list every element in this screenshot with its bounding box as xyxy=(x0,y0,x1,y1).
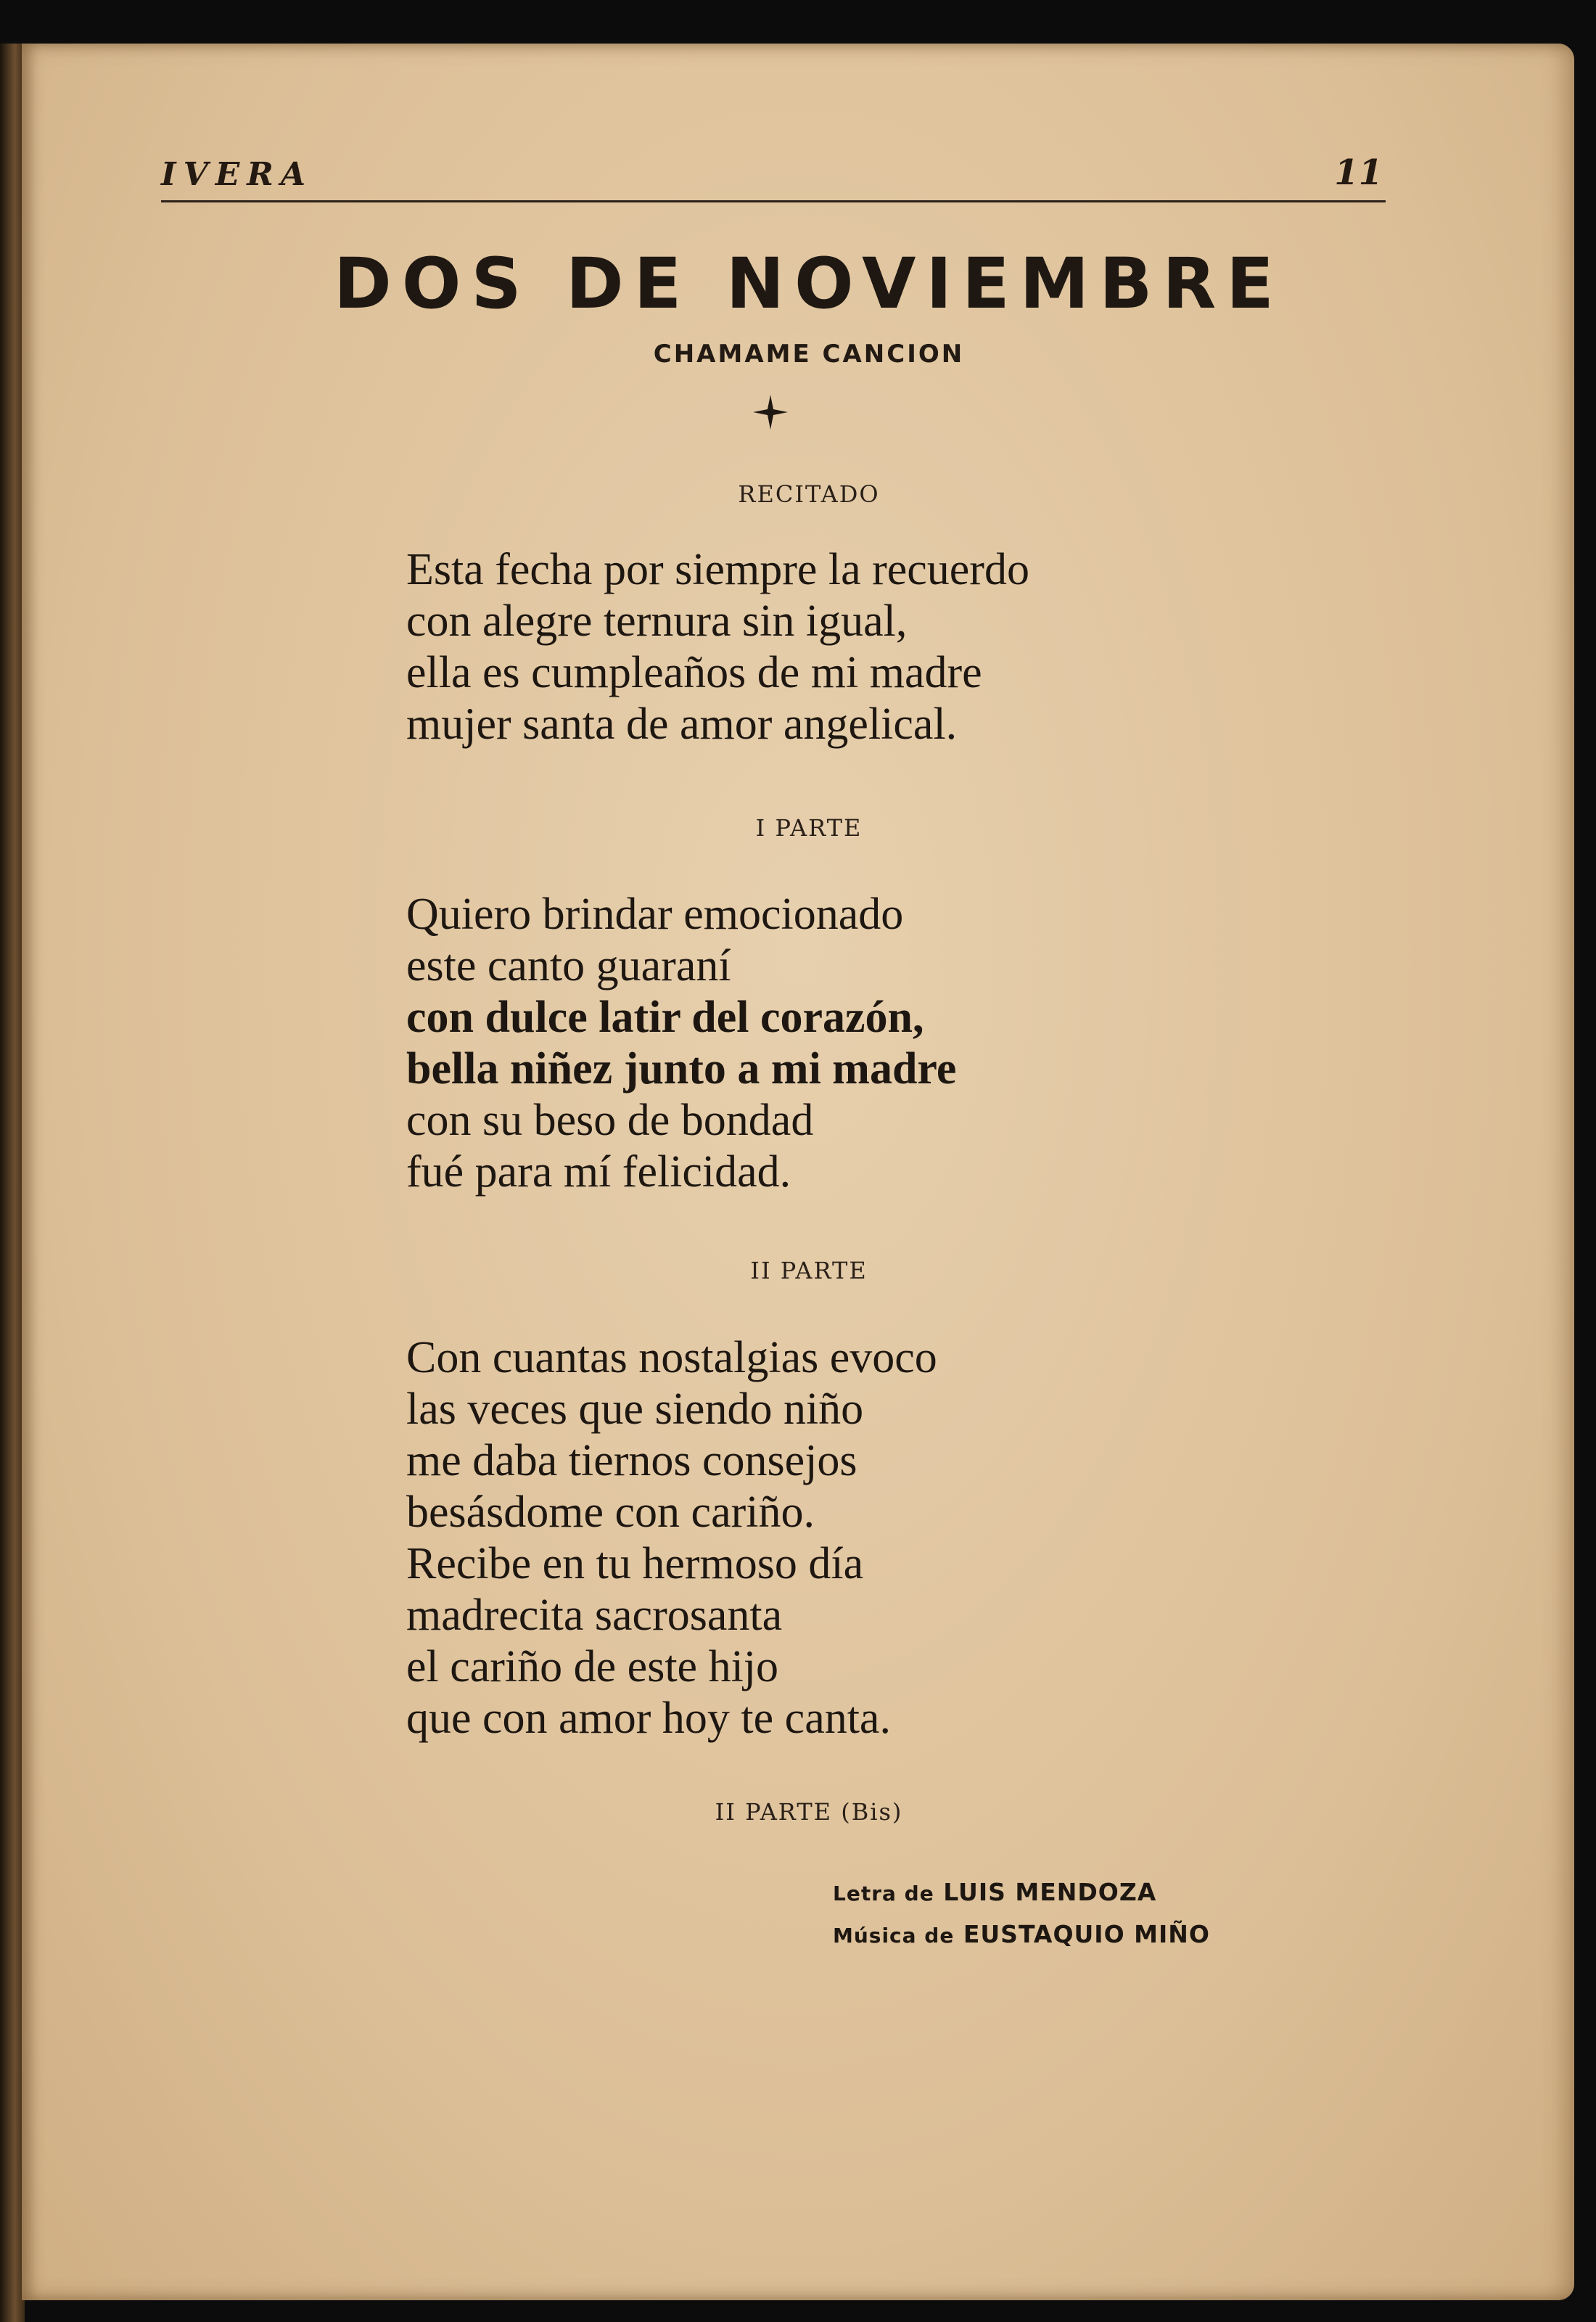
verse-line: el cariño de este hijo xyxy=(406,1642,779,1691)
song-title: DOS DE NOVIEMBRE xyxy=(334,243,1284,324)
verse-line: Recibe en tu hermoso día xyxy=(406,1539,864,1588)
section-label-ii-parte: II PARTE xyxy=(750,1257,868,1284)
verse-line: con dulce latir del corazón, xyxy=(406,993,924,1042)
song-subtitle: CHAMAME CANCION xyxy=(653,340,965,369)
section-label-i-parte: I PARTE xyxy=(755,814,863,842)
stanza-i-parte xyxy=(406,889,1204,1198)
music-prefix: Música de xyxy=(833,1924,955,1948)
verse-line: besásdome con cariño. xyxy=(406,1488,815,1537)
star-ornament-icon xyxy=(750,392,791,432)
stanza-recitado xyxy=(406,544,1204,750)
lyrics-author: LUIS MENDOZA xyxy=(943,1878,1157,1906)
verse-line: con su beso de bondad xyxy=(406,1096,814,1145)
music-credit xyxy=(833,1914,1210,1956)
verse-line: Esta fecha por siempre la recuerdo xyxy=(406,545,1029,594)
running-head-title: IVERA xyxy=(161,156,313,193)
music-author: EUSTAQUIO MIÑO xyxy=(963,1920,1210,1948)
verse-line: con alegre ternura sin igual, xyxy=(406,596,908,646)
verse-line: bella niñez junto a mi madre xyxy=(406,1044,957,1094)
running-head xyxy=(161,142,1386,202)
lyrics-credit xyxy=(833,1872,1210,1914)
stanza-ii-parte xyxy=(406,1332,1204,1744)
section-label-recitado: RECITADO xyxy=(738,480,880,508)
lyrics-prefix: Letra de xyxy=(833,1882,934,1905)
book-spine xyxy=(0,44,25,2322)
verse-line: madrecita sacrosanta xyxy=(406,1591,783,1640)
section-label-ii-parte-bis: II PARTE (Bis) xyxy=(715,1798,903,1826)
verse-line: las veces que siendo niño xyxy=(406,1384,864,1434)
song-credits xyxy=(833,1872,1210,1956)
verse-line: Quiero brindar emocionado xyxy=(406,890,904,939)
verse-line: fué para mí felicidad. xyxy=(406,1147,791,1197)
verse-line: este canto guaraní xyxy=(406,941,731,990)
verse-line: que con amor hoy te canta. xyxy=(406,1694,891,1743)
page-number: 11 xyxy=(1334,152,1383,193)
verse-line: Con cuantas nostalgias evoco xyxy=(406,1333,937,1382)
verse-line: me daba tiernos consejos xyxy=(406,1436,857,1485)
verse-line: ella es cumpleaños de mi madre xyxy=(406,648,982,697)
verse-line: mujer santa de amor angelical. xyxy=(406,700,958,749)
